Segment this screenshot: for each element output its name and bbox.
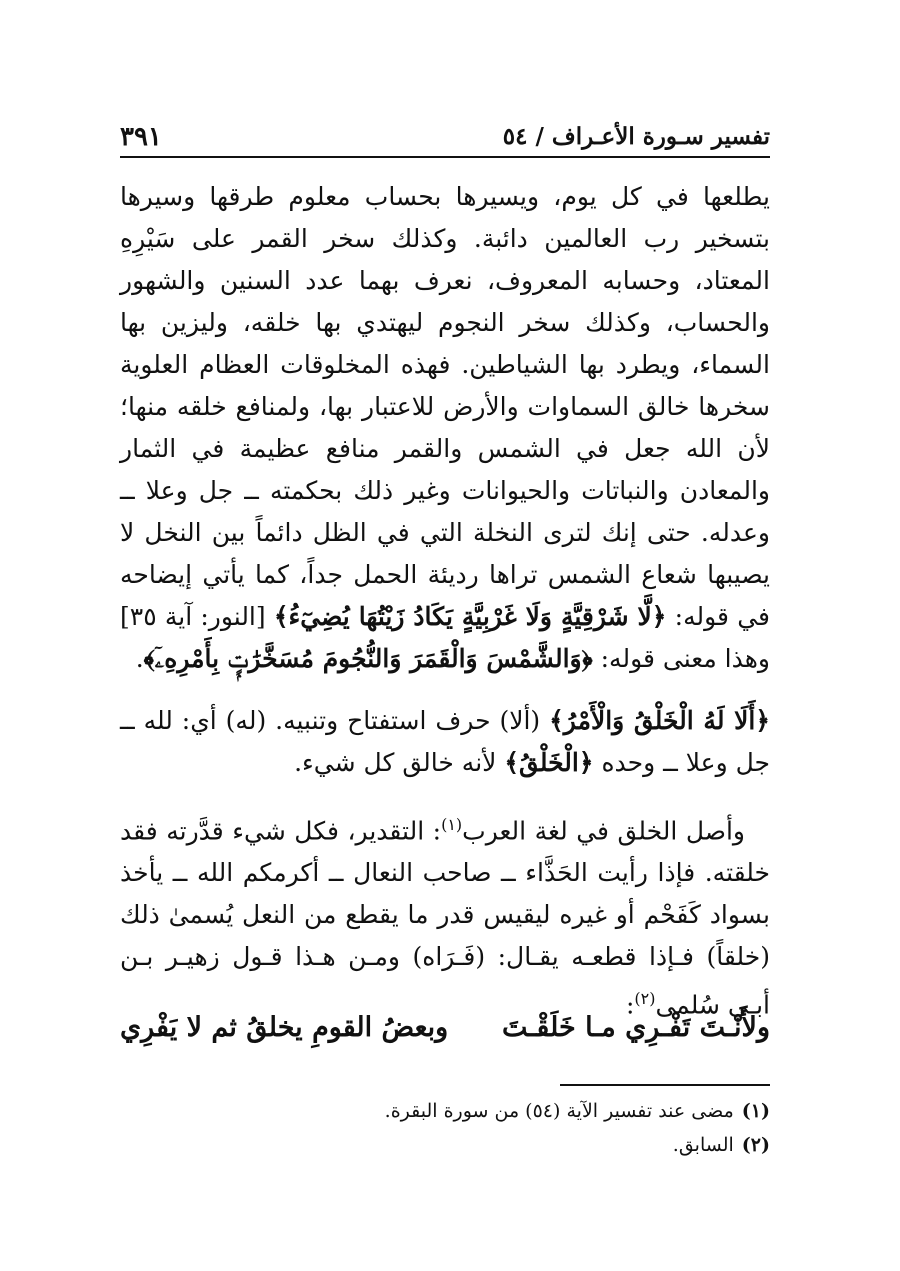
quran-quote-nur-35: ﴿لَّا شَرْقِيَّةٍ وَلَا غَرْبِيَّةٍ يَكَادُ زَيْتُهَا يُضِيٓءُ﴾ (273, 602, 667, 631)
page-header (120, 112, 770, 158)
paragraph-1-text-c: . (135, 644, 144, 673)
footnote-2 (120, 1128, 770, 1162)
quran-quote-musakhkharat: ﴿وَالشَّمْسَ وَالْقَمَرَ وَالنُّجُومَ مُسَخَّرَٰتٍۭ بِأَمْرِهِۦٓ﴾ (143, 644, 593, 673)
paragraph-2-text-a: (ألا) حرف استفتاح وتنبيه. (له) أي: لله ــ جل وعلا ــ وحده (120, 706, 770, 777)
paragraph-1-text-a: يطلعها في كل يوم، ويسيرها بحساب معلوم طرقها وسيرها بتسخير رب العالمين دائبة. وكذلك سخر القمر على سَيْرِهِ المعتاد، وحسابه المعروف، نعرف بهما عدد السنين والشهور والحساب، وكذلك سخر النجوم ليهتدي بها خلقه، وليزين بها السماء، ويطرد بها الشياطين. فهذه المخلوقات العظام العلوية سخرها خالق السماوات والأرض للاعتبار بها، ولمنافع خلقه منها؛ لأن الله جعل في الشمس والقمر منافع عظيمة في الثمار والمعادن والنباتات والحيوانات وغير ذلك بحكمته ــ جل وعلا ــ وعدله. حتى إنك لترى النخلة التي في الظل دائماً بين النخل لا يصيبها شعاع الشمس تراها رديئة الحمل جداً، كما يأتي إيضاحه في قوله: (120, 182, 770, 631)
paragraph-1 (120, 176, 770, 680)
footnote-2-text: السابق. (672, 1134, 734, 1156)
footnote-2-label: (٢) (741, 1134, 770, 1156)
paragraph-1-text-b: [النور: آية ٣٥] وهذا معنى قوله: (120, 602, 770, 673)
paragraph-3-text-b: : التقدير، فكل شيء قدَّرته فقد خلقته. فإذا رأيت الحَذَّاء ــ صاحب النعال ــ أكرمكم الله ــ يأخذ بسواد كَفَحْم أو غيره ليقيس قدر ما يقطع من النعل يُسمىٰ ذلك (خلقاً) فـإذا قطعـه يقـال: (فَـرَاه) ومـن هـذا قـول زهيـر بـن أبـي سُلمى (120, 816, 770, 1020)
paragraph-3 (120, 804, 770, 1027)
footnote-1-text: مضى عند تفسير الآية (٥٤) من سورة البقرة. (384, 1100, 734, 1122)
poetry-verse (120, 1012, 770, 1043)
footnotes (120, 1094, 770, 1162)
paragraph-3-text-a: وأصل الخلق في لغة العرب (462, 816, 745, 846)
page-number: ٣٩١ (120, 122, 162, 152)
verse-hemistich-right: ولأَنْـتَ تَفْـرِي مـا خَلَقْـتَ (502, 1012, 770, 1043)
paragraph-2 (120, 700, 770, 784)
footnote-ref-1[interactable]: (١) (441, 815, 463, 834)
running-title: تفسير سـورة الأعـراف / ٥٤ (502, 123, 770, 150)
footnote-ref-2[interactable]: (٢) (634, 989, 656, 1009)
paragraph-3-text-c: : (625, 990, 635, 1020)
footnote-1 (120, 1094, 770, 1128)
footnote-divider (560, 1084, 770, 1086)
verse-hemistich-left: وبعضُ القومِ يخلقُ ثم لا يَفْرِي (120, 1012, 449, 1043)
main-text (120, 176, 770, 1027)
paragraph-2-text-b: لأنه خالق كل شيء. (294, 748, 505, 777)
quran-quote-ala-lahu: ﴿أَلَا لَهُ الْخَلْقُ وَالْأَمْرُ﴾ (549, 706, 770, 735)
footnote-1-label: (١) (741, 1100, 770, 1122)
quran-quote-al-khalq: ﴿الْخَلْقُ﴾ (504, 748, 594, 777)
